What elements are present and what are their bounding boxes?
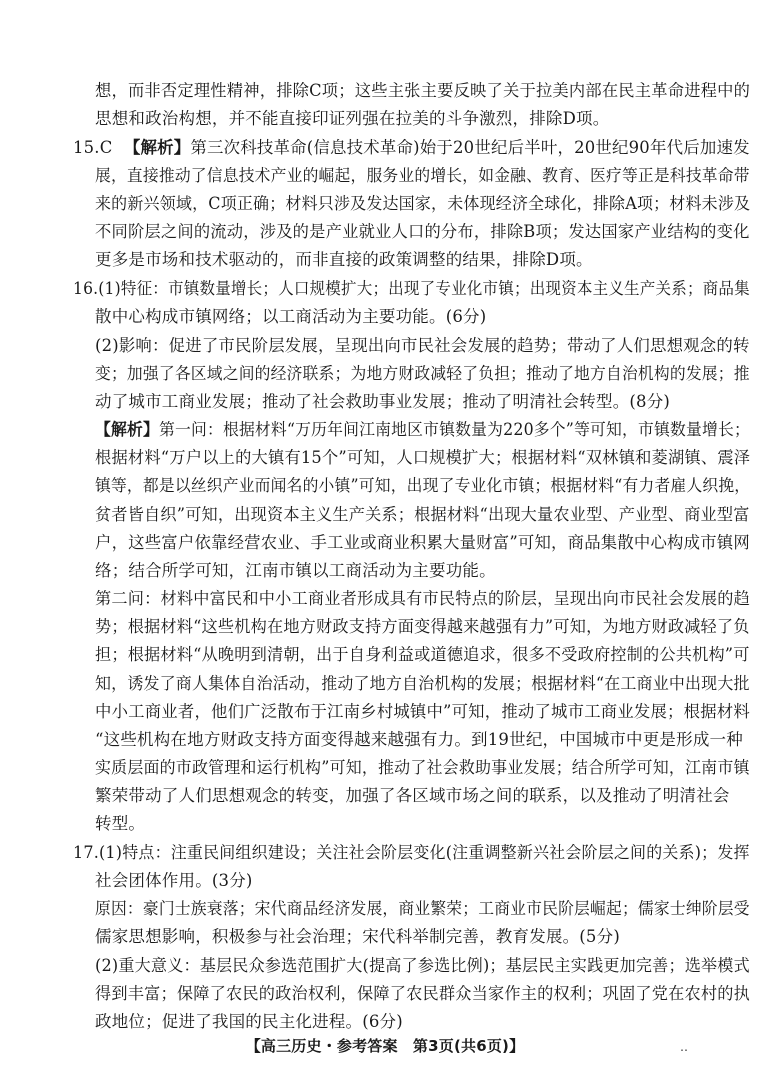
q17-part1-line-2: 社会团体作用。(3分) [95,871,253,890]
q16-analysis2-line-5: 中小工商业者，他们广泛散布于江南乡村城镇中”可知，推动了城市工商业发展；根据材料 [95,702,750,721]
q15-line-2: 展，直接推动了信息技术产业的崛起，服务业的增长，如金融、教育、医疗等正是科技革命带 [95,166,750,185]
q17-reason-line-2: 儒家思想影响，积极参与社会治理；宋代科举制完善，教育发展。(5分) [95,927,620,946]
q17-part1-line-1: (1)特点：注重民间组织建设；关注社会阶层变化(注重调整新兴社会阶层之间的关系)；发挥 [98,843,750,862]
q15-line-1: 第三次科技革命(信息技术革命)始于20世纪后半叶，20世纪90年代后加速发 [190,138,750,157]
q16-analysis1-line-6: 络；结合所学可知，江南市镇以工商活动为主要功能。 [95,561,496,580]
q16-analysis2-line-9: 转型。 [95,814,146,833]
q15-line-3: 来的新兴领域，C项正确；材料只涉及发达国家，未体现经济全球化，排除A项；材料未涉及 [95,194,751,213]
q16-analysis1-line-2: 根据材料“万户以上的大镇有15个”可知，人口规模扩大；根据材料“双林镇和菱湖镇、震泽 [95,448,751,467]
q17-first-line [73,841,750,865]
q17-number: 17. [73,843,99,862]
q16-first-line [73,277,750,301]
q16-analysis1-line-1: 第一问：根据材料“万历年间江南地区市镇数量为220多个”等可知，市镇数量增长； [158,420,750,439]
q16-analysis2-line-8: 繁荣带动了人们思想观念的转变，加强了各区域市场之间的联系，以及推动了明清社会 [95,786,730,805]
q16-analysis2-line-6: “这些机构在地方财政支持方面变得越来越强有力。到19世纪，中国城市中更是形成一种 [95,730,743,749]
q15-line-5: 更多是市场和技术驱动的，而非直接的政策调整的结果，排除D项。 [95,250,593,269]
q16-analysis2-line-4: 知，诱发了商人集体自治活动，推动了地方自治机构的发展；根据材料“在工商业中出现大批 [95,674,750,693]
footer-mark: ‥ [680,1040,689,1054]
q15-analysis-tag: 【解析】 [123,138,191,157]
q17-part2-line-3: 政地位；促进了我国的民主化进程。(6分) [95,1012,403,1031]
q16-analysis1-line-4: 贫者皆自织”可知，出现资本主义生产关系；根据材料“出现大量农业型、产业型、商业型富 [95,505,750,524]
q16-part2-line-1: (2)影响：促进了市民阶层发展，呈现出向市民社会发展的趋势；带动了人们思想观念的转 [95,336,750,355]
q16-analysis2-line-2: 势；根据材料“这些机构在地方财政支持方面变得越来越强有力”可知，为地方财政减轻了负 [95,617,750,636]
q16-part2-line-3: 动了城市工商业发展；推动了社会救助事业发展；推动了明清社会转型。(8分) [95,392,671,411]
q15-line-4: 不同阶层之间的流动，涉及的是产业就业人口的分布，排除B项；发达国家产业结构的变化 [95,222,750,241]
q14-continued-line-2: 思想和政治构想，并不能直接印证列强在拉美的斗争激烈，排除D项。 [95,109,610,128]
q14-continued-line-1: 想，而非否定理性精神，排除C项；这些主张主要反映了关于拉美内部在民主革命进程中的 [95,81,751,100]
q16-analysis-first-line [95,418,750,442]
q17-reason-line-1: 原因：豪门士族衰落；宋代商品经济发展，商业繁荣；工商业市民阶层崛起；儒家士绅阶层受 [95,899,750,918]
q16-analysis2-line-3: 担；根据材料“从晚明到清朝，出于自身利益或道德追求，很多不受政府控制的公共机构”可 [95,645,750,664]
q16-part1-line-2: 散中心构成市镇网络；以工商活动为主要功能。(6分) [95,307,487,326]
q16-analysis-tag: 【解析】 [95,420,159,439]
q16-analysis1-line-5: 户，这些富户依靠经营农业、手工业或商业积累大量财富”可知，商品集散中心构成市镇网 [95,533,750,552]
q16-part2-line-2: 变；加强了各区域之间的经济联系；为地方财政减轻了负担；推动了地方自治机构的发展；推 [95,364,750,383]
q16-part1-line-1: (1)特征：市镇数量增长；人口规模扩大；出现了专业化市镇；出现资本主义生产关系；商品集 [98,279,750,298]
page-footer: 【高三历史・参考答案 第3页(共6页)】 [245,1037,525,1055]
q15-first-line [73,136,750,160]
q16-analysis1-line-3: 镇等，都是以丝织产业而闻名的小镇”可知，出现了专业化市镇；根据材料“有力者雇人织挽， [95,476,751,495]
q16-number: 16. [73,279,99,298]
q16-analysis2-line-1: 第二问：材料中富民和中小工商业者形成具有市民特点的阶层，呈现出向市民社会发展的趋 [95,589,750,608]
q15-number: 15.C [73,138,113,157]
q16-analysis2-line-7: 实质层面的市政管理和运行机构”可知，推动了社会救助事业发展；结合所学可知，江南市镇 [95,758,750,777]
q17-part2-line-2: 得到丰富；保障了农民的政治权利，保障了农民群众当家作主的权利；巩固了党在农村的执 [95,984,750,1003]
q17-part2-line-1: (2)重大意义：基层民众参选范围扩大(提高了参选比例)；基层民主实践更加完善；选举模式 [95,956,750,975]
